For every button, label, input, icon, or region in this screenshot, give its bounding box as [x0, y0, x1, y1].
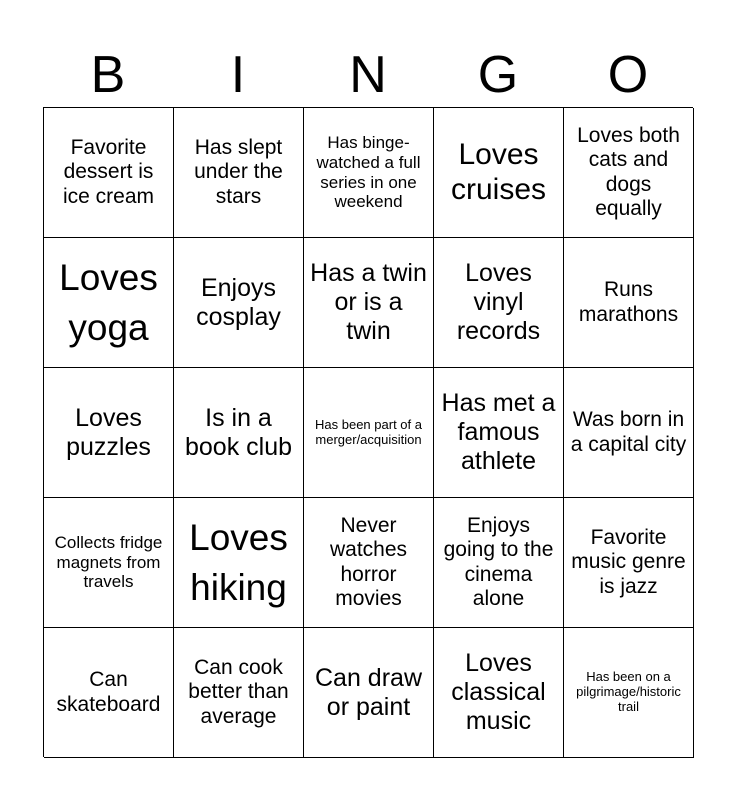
- bingo-cell[interactable]: [564, 368, 694, 498]
- bingo-cell-text: Can skateboard: [56, 668, 161, 716]
- bingo-cell-text: Is in a book club: [184, 403, 293, 461]
- bingo-cell-text: Loves classical music: [451, 649, 546, 735]
- bingo-cell-text: Has been part of a merger/acquisition: [315, 416, 422, 447]
- bingo-cell-text: Runs marathons: [578, 278, 679, 326]
- bingo-cell[interactable]: [44, 498, 174, 628]
- bingo-cell[interactable]: [434, 368, 564, 498]
- bingo-cell-text: Loves cruises: [450, 138, 547, 206]
- bingo-cell[interactable]: [564, 238, 694, 368]
- header-letter-o: O: [607, 46, 649, 104]
- header-letter-i: I: [230, 46, 246, 104]
- bingo-cell[interactable]: [434, 628, 564, 758]
- bingo-cell-text: Has a twin or is a twin: [310, 259, 427, 345]
- bingo-cell[interactable]: [174, 108, 304, 238]
- bingo-cell[interactable]: [44, 368, 174, 498]
- bingo-cell-text: Has met a famous athlete: [441, 389, 556, 475]
- bingo-cell-text: Has binge-watched a full series in one weekend: [316, 133, 421, 212]
- bingo-cell[interactable]: [434, 108, 564, 238]
- bingo-cell[interactable]: [174, 368, 304, 498]
- bingo-cell[interactable]: [174, 628, 304, 758]
- bingo-cell-text: Can draw or paint: [315, 663, 422, 721]
- bingo-cell[interactable]: [304, 238, 434, 368]
- header-letter-b: B: [90, 46, 126, 104]
- bingo-cell[interactable]: [434, 238, 564, 368]
- bingo-cell-text: Loves yoga: [59, 256, 158, 348]
- bingo-cell[interactable]: [44, 628, 174, 758]
- bingo-cell[interactable]: [304, 628, 434, 758]
- bingo-cell-text: Can cook better than average: [188, 656, 289, 728]
- bingo-cell-text: Never watches horror movies: [329, 514, 408, 610]
- bingo-cell-text: Has slept under the stars: [194, 136, 283, 208]
- bingo-card-grid: [43, 107, 693, 757]
- bingo-cell-text: Collects fridge magnets from travels: [54, 533, 163, 592]
- header-letter-g: G: [477, 46, 519, 104]
- bingo-cell-text: Was born in a capital city: [570, 408, 687, 456]
- header-letter-n: N: [349, 46, 387, 104]
- bingo-cell-text: Loves both cats and dogs equally: [577, 124, 680, 220]
- bingo-cell[interactable]: [564, 108, 694, 238]
- bingo-cell[interactable]: [564, 498, 694, 628]
- bingo-cell[interactable]: [174, 498, 304, 628]
- bingo-cell[interactable]: [304, 108, 434, 238]
- bingo-cell[interactable]: [44, 238, 174, 368]
- bingo-cell-text: Favorite music genre is jazz: [571, 526, 686, 598]
- bingo-cell-text: Loves puzzles: [66, 403, 151, 461]
- bingo-cell[interactable]: [304, 498, 434, 628]
- bingo-cell-text: Loves vinyl records: [456, 259, 541, 345]
- bingo-cell[interactable]: [564, 628, 694, 758]
- bingo-cell[interactable]: [174, 238, 304, 368]
- bingo-cell-text: Favorite dessert is ice cream: [62, 136, 155, 208]
- bingo-cell-text: Loves hiking: [189, 516, 288, 608]
- bingo-cell[interactable]: [44, 108, 174, 238]
- bingo-cell[interactable]: [304, 368, 434, 498]
- bingo-cell-text: Enjoys going to the cinema alone: [443, 514, 554, 610]
- bingo-cell[interactable]: [434, 498, 564, 628]
- bingo-header: [43, 44, 693, 106]
- bingo-cell-text: Has been on a pilgrimage/historic trail: [576, 669, 681, 714]
- bingo-cell-text: Enjoys cosplay: [196, 273, 281, 331]
